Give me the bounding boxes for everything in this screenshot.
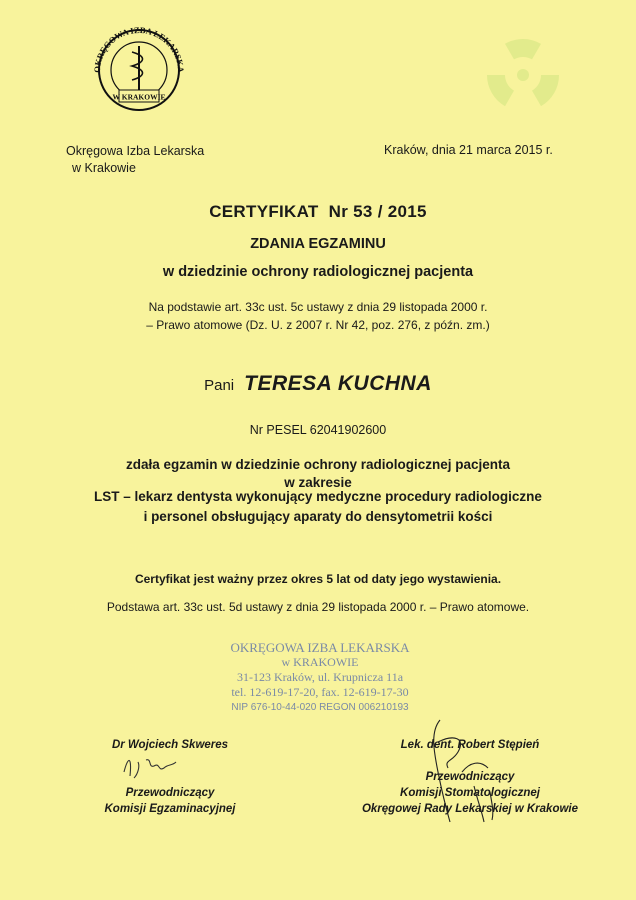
stamp-line2: w KRAKOWIE <box>281 655 359 669</box>
result-line1: zdała egzamin w dziedzinie ochrony radiologicznej pacjenta <box>125 457 511 472</box>
stamp-line3: 31-123 Kraków, ul. Krupnicza 11a <box>236 670 404 684</box>
person <box>0 372 636 396</box>
signature-right-scribble <box>400 712 510 827</box>
legal-basis <box>0 298 636 334</box>
radiation-icon <box>486 38 560 112</box>
certificate-field: w dziedzinie ochrony radiologicznej pacjenta <box>162 264 474 280</box>
signatory-right-role2: Komisji Stomatologicznej <box>400 787 540 799</box>
signatory-right-role3: Okręgowej Rady Lekarskiej w Krakowie <box>361 803 579 815</box>
legal-line2: – Prawo atomowe (Dz. U. z 2007 r. Nr 42, poz. 276, z późn. zm.) <box>146 318 490 332</box>
stamp-line5: NIP 676-10-44-020 REGON 006210193 <box>231 702 409 713</box>
seal-text-top: OKRĘGOWA IZBA LEKARSKA <box>91 24 187 73</box>
certificate-title: CERTYFIKAT Nr 53 / 2015 <box>209 202 427 221</box>
scope <box>0 488 636 526</box>
stamp-line4: tel. 12-619-17-20, fax. 12-619-17-30 <box>231 685 409 699</box>
result <box>0 456 636 492</box>
issuer-line1: Okręgowa Izba Lekarska <box>66 144 205 158</box>
signatory-left-role1: Przewodniczący <box>125 787 215 799</box>
person-name: TERESA KUCHNA <box>244 372 432 395</box>
signatory-right-name: Lek. dent. Robert Stępień <box>400 739 540 751</box>
salutation: Pani <box>204 377 235 394</box>
pesel-number: Nr PESEL 62041902600 <box>249 423 387 437</box>
legal-line1: Na podstawie art. 33c ust. 5c ustawy z dnia 29 listopada 2000 r. <box>148 300 488 314</box>
signatory-right-role1: Przewodniczący <box>425 771 515 783</box>
issue-date: Kraków, dnia 21 marca 2015 r. <box>384 143 553 157</box>
seal-logo <box>86 20 192 112</box>
validity-note: Certyfikat jest ważny przez okres 5 lat od daty jego wystawienia. <box>134 572 502 586</box>
institution-stamp <box>190 640 450 715</box>
basis-note: Podstawa art. 33c ust. 5d ustawy z dnia 29 listopada 2000 r. – Prawo atomowe. <box>106 600 530 614</box>
scope-line1: LST – lekarz dentysta wykonujący medyczne procedury radiologiczne <box>94 489 542 504</box>
certificate-subtitle: ZDANIA EGZAMINU <box>250 236 386 252</box>
issuer-line2: w Krakowie <box>72 161 136 175</box>
signatory-left-name: Dr Wojciech Skweres <box>111 739 229 751</box>
signature-left-scribble <box>118 752 198 782</box>
result-line2: w zakresie <box>284 475 352 490</box>
seal-text-bottom: W KRAKOWIE <box>112 92 166 102</box>
scope-line2: i personel obsługujący aparaty do densytometrii kości <box>143 509 493 524</box>
signatory-left-role2: Komisji Egzaminacyjnej <box>104 803 236 815</box>
issuer <box>66 143 204 177</box>
stamp-line1: OKRĘGOWA IZBA LEKARSKA <box>230 640 410 655</box>
